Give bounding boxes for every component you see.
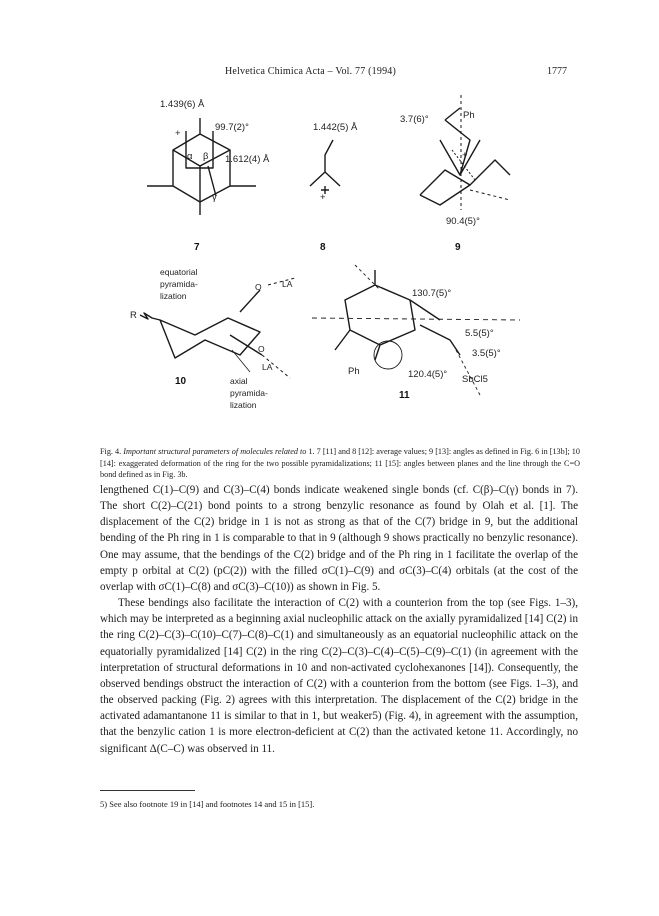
s10-la-bottom: LA	[262, 362, 273, 372]
s11-angle-a: 5.5(5)°	[465, 328, 494, 339]
s7-beta: β	[203, 151, 209, 162]
s10-axial-2: pyramida-	[230, 388, 268, 398]
s7-angle: 99.7(2)°	[215, 122, 249, 133]
s7-bond-side: 1.612(4) Å	[225, 154, 270, 165]
s10-label: 10	[175, 376, 187, 387]
footnote	[100, 799, 314, 809]
s11-ph: Ph	[348, 366, 360, 377]
body-paragraph: lengthened C(1)–C(9) and C(3)–C(4) bonds indicate weakened single bonds (cf. C(β)–C(γ) bonds in 7). The short C(2)–C(21) bond points to a strong benzylic resonance as found by Olah et al. [1]. The displacement of the C(2) bridge in 1 is not as strong as that of the C(7) bridge in 9, but the additional bending of the Ph ring in 1 is comparable to that in 9 (although 9 shows practically no benzylic resonance). One may assume, that the bendings of the C(2) bridge and of the Ph ring in 1 facilitate the overlap of the empty p orbital at C(2) (pC(2)) with the filled σC(1)–C(9) and σC(3)–C(4) orbitals (at the cost of the overlap with σC(1)–C(8) and σC(3)–C(10)) as shown in Fig. 5.	[100, 484, 578, 593]
footnote-mark: 5)	[100, 799, 108, 809]
s8-plus: +	[320, 192, 326, 203]
s10-equatorial-1: equatorial	[160, 267, 198, 277]
figure-caption	[100, 446, 580, 481]
s10-r: R	[130, 310, 137, 321]
footnote-rule	[100, 790, 195, 791]
s11-angle-b: 3.5(5)°	[472, 348, 501, 359]
caption-title: Important structural parameters of molecules related to	[123, 447, 307, 456]
caption-text: 1. 7 [11] and 8 [12]: average values; 9 [13]: angles as defined in Fig. 6 in [13b]; 10 [14]: exaggerated deformation of the ring for the two possible pyramidalizations; 11 [15]: angles between planes and the line through the C=O bond defined as in Fig. 3b.	[100, 447, 580, 479]
s7-alpha: α	[187, 151, 193, 162]
s11-angle-bottom: 120.4(5)°	[408, 369, 448, 380]
s7-bond-top: 1.439(6) Å	[160, 99, 205, 110]
s10-oxygen-bottom: O	[258, 344, 265, 354]
page-number: 1777	[547, 66, 567, 77]
s8-bond: 1.442(5) Å	[313, 122, 358, 133]
s11-reagent: SbCl5	[462, 374, 488, 385]
s11-label: 11	[399, 390, 410, 401]
s9-plus: +	[462, 150, 468, 161]
s9-angle-top: 3.7(6)°	[400, 114, 429, 125]
s10-axial-1: axial	[230, 376, 248, 386]
figure-4-structures	[0, 0, 659, 445]
journal-title: Helvetica Chimica Acta – Vol. 77 (1994)	[225, 66, 397, 77]
caption-prefix: Fig. 4.	[100, 447, 122, 456]
s7-label: 7	[194, 242, 200, 253]
s7-gamma: γ	[212, 192, 217, 203]
s10-la-top: LA	[282, 279, 293, 289]
body-text	[100, 482, 578, 757]
s10-equatorial-2: pyramida-	[160, 279, 198, 289]
s9-label: 9	[455, 242, 461, 253]
s7-plus: +	[175, 128, 181, 139]
footnote-text: See also footnote 19 in [14] and footnotes 14 and 15 in [15].	[109, 799, 315, 809]
s11-angle-top: 130.7(5)°	[412, 288, 452, 299]
s10-axial-3: lization	[230, 400, 257, 410]
s9-ph: Ph	[463, 110, 475, 121]
s10-oxygen-top: O	[255, 282, 262, 292]
structure-8-drawing	[310, 140, 340, 194]
s10-equatorial-3: lization	[160, 291, 187, 301]
s8-label: 8	[320, 242, 326, 253]
body-paragraph: These bendings also facilitate the interaction of C(2) with a counterion from the top (see Figs. 1–3), which may be interpreted as a beginning axial nucleophilic attack on the axially pyramidalized [14] C(2) in the ring C(2)–C(3)–C(10)–C(7)–C(8)–C(1) and simultaneously as an equatorial nucleophilic attack on the equatorially pyramidalized [14] C(2) in the ring C(2)–C(3)–C(4)–C(5)–C(9)–C(1) (in agreement with the interpretation of structural deformations in 10 and non-activated cyclohexanones [14]). Consequently, the observed bendings obstruct the interaction of C(2) with a counterion from the bottom (see Figs. 1–3), and the observed packing (Fig. 2) agrees with this interpretation. The displacement of the C(2) bridge in the activated adamantanone 11 is similar to that in 1, but weaker5) (Fig. 4), in agreement with the assumption, that the benzylic cation 1 is more electron-deficient at C(2) than the activated ketone 11. Accordingly, no significant Δ(C–C) was observed in 11.	[100, 597, 578, 755]
s9-angle-bottom: 90.4(5)°	[446, 216, 480, 227]
